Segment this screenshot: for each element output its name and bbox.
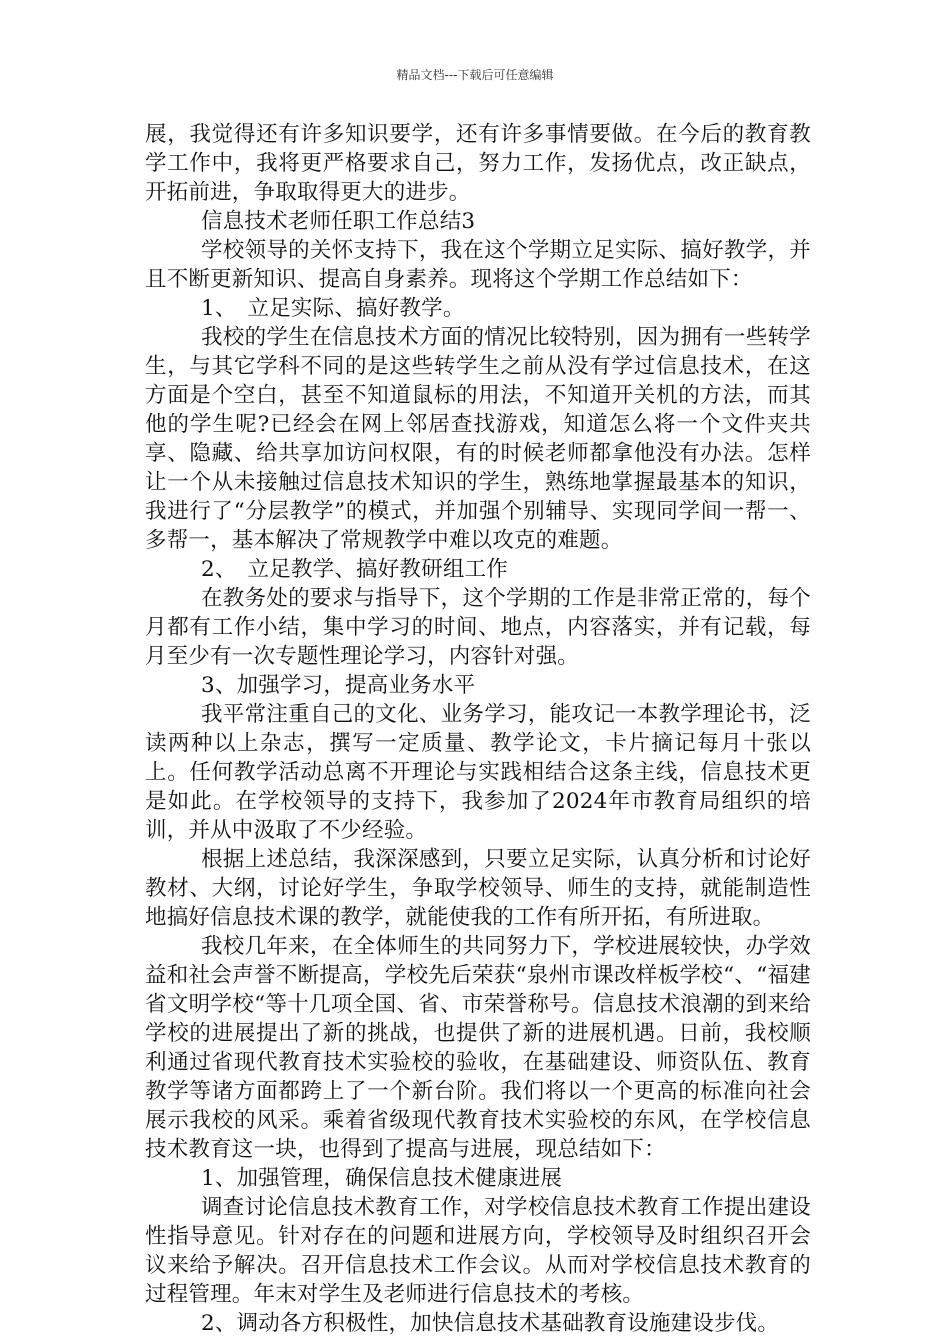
heading-management: 1、加强管理，确保信息技术健康进展 — [201, 1166, 563, 1191]
section-title: 信息技术老师任职工作总结3 — [201, 209, 476, 234]
paragraph-research-group: 在教务处的要求与指导下，这个学期的工作是非常正常的，每个月都有工作小结，集中学习的时间、地点，内容落实，并有记载，每月至少有一次专题性理论学习，内容针对强。 — [145, 586, 811, 669]
paragraph-school: 我校几年来，在全体师生的共同努力下，学校进展较快，办学效益和社会声誉不断提高，学校先后荣获“泉州市课改样板学校“、“福建省文明学校“等十几项全国、省、市荣誉称号。信息技术浪潮的到来给学校的进展提出了新的挑战，也提供了新的进展机遇。日前，我校顺利通过省现代教育技术实验校的验收，在基础建设、师资队伍、教育教学等诸方面都跨上了一个新台阶。我们将以一个更高的标准向社会展示我校的风采。乘着省级现代教育技术实验校的东风，在学校信息技术教育这一块，也得到了提高与进展，现总结如下： — [145, 934, 811, 1162]
heading-infrastructure: 2、调动各方积极性，加快信息技术基础教育设施建设步伐。 — [201, 1311, 780, 1336]
paragraph-management: 调查讨论信息技术教育工作，对学校信息技术教育工作提出建设性指导意见。针对存在的问题和进展方向，学校领导及时组织召开会议来给予解决。召开信息技术工作会议。从而对学校信息技术教育的过程管理。年末对学生及老师进行信息技术的考核。 — [145, 1195, 811, 1307]
paragraph-students: 我校的学生在信息技术方面的情况比较特别，因为拥有一些转学生，与其它学科不同的是这些转学生之前从没有学过信息技术，在这方面是个空白，甚至不知道鼠标的用法，不知道开关机的方法，而其他的学生呢?已经会在网上邻居查找游戏，知道怎么将一个文件夹共享、隐藏、给共享加访问权限，有的时候老师都拿他没有办法。怎样让一个从未接触过信息技术知识的学生，熟练地掌握最基本的知识，我进行了“分层教学”的模式，并加强个别辅导、实现同学间一帮一、多帮一，基本解决了常规教学中难以攻克的难题。 — [145, 325, 811, 553]
paragraph-study: 我平常注重自己的文化、业务学习，能攻记一本教学理论书，泛读两种以上杂志，撰写一定质量、教学论文，卡片摘记每月十张以上。任何教学活动总离不开理论与实践相结合这条主线，信息技术更是如此。在学校领导的支持下，我参加了2024年市教育局组织的培训，并从中汲取了不少经验。 — [145, 702, 811, 843]
paragraph-summary: 根据上述总结，我深深感到，只要立足实际，认真分析和讨论好教材、大纲，讨论好学生，争取学校领导、师生的支持，就能制造性地搞好信息技术课的教学，就能使我的工作有所开拓，有所进取。 — [145, 847, 811, 930]
heading-3: 3、加强学习，提高业务水平 — [201, 673, 476, 698]
page-header: 精品文档---下载后可任意编辑 — [396, 68, 554, 82]
paragraph-intro: 学校领导的关怀支持下，我在这个学期立足实际、搞好教学，并且不断更新知识、提高自身素养。现将这个学期工作总结如下： — [145, 238, 811, 292]
document-body — [145, 120, 811, 1338]
heading-2: 2、 立足教学、搞好教研组工作 — [201, 557, 508, 582]
paragraph-continuation: 展，我觉得还有许多知识要学，还有许多事情要做。在今后的教育教学工作中，我将更严格要求自己，努力工作，发扬优点，改正缺点，开拓前进，争取取得更大的进步。 — [145, 122, 811, 205]
heading-1: 1、 立足实际、搞好教学。 — [201, 296, 465, 321]
